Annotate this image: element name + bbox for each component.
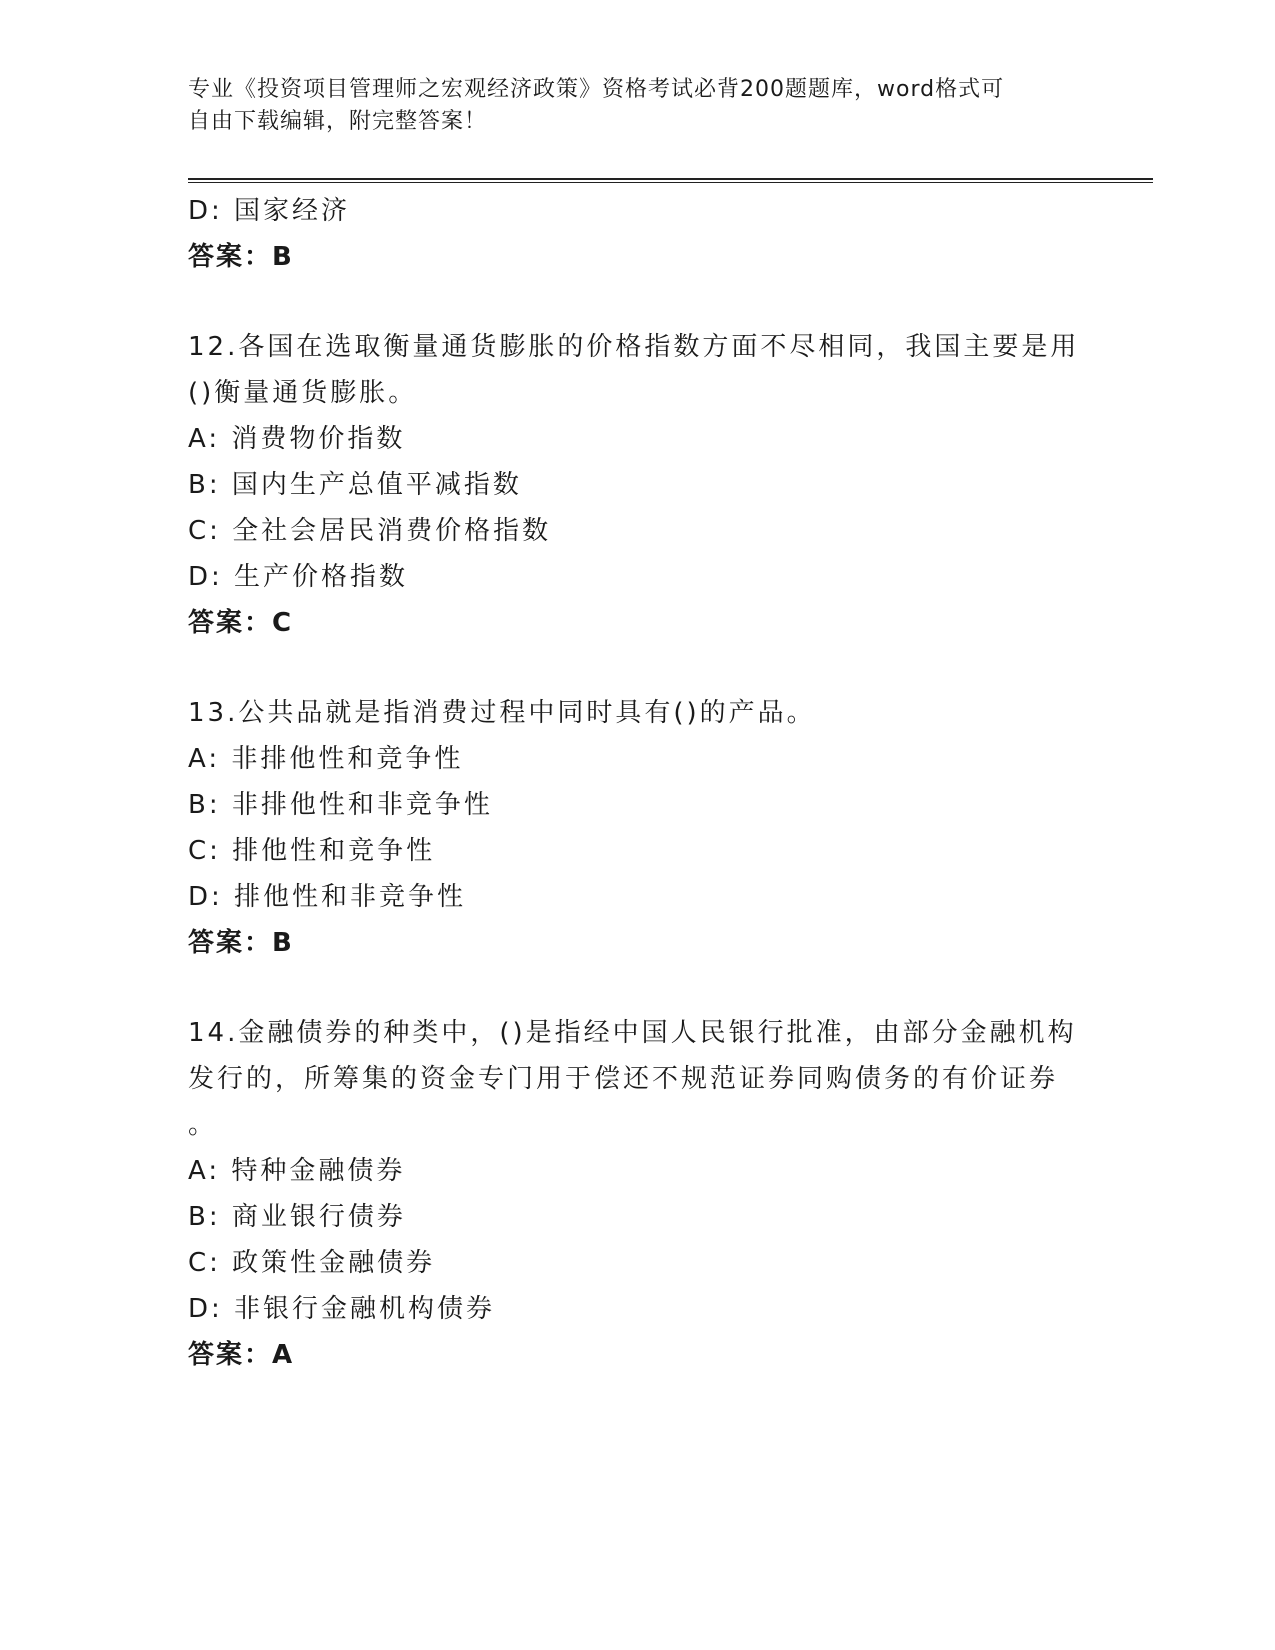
question-stem-line: 12.各国在选取衡量通货膨胀的价格指数方面不尽相同，我国主要是用 bbox=[188, 332, 1080, 362]
question-stem-line: ()衡量通货膨胀。 bbox=[188, 378, 418, 408]
option-d: D: 非银行金融机构债券 bbox=[188, 1294, 496, 1324]
option-c: C: 排他性和竞争性 bbox=[188, 836, 436, 866]
question-13 bbox=[188, 690, 1068, 966]
question-14 bbox=[188, 1010, 1077, 1378]
question-stem-line: 13.公共品就是指消费过程中同时具有()的产品。 bbox=[188, 698, 816, 728]
previous-question-tail bbox=[188, 188, 1068, 280]
header-title-line-1: 专业《投资项目管理师之宏观经济政策》资格考试必背200题题库，word格式可 bbox=[188, 77, 1005, 102]
question-stem-line: 14.金融债券的种类中，()是指经中国人民银行批准，由部分金融机构 bbox=[188, 1018, 1077, 1048]
question-content bbox=[188, 188, 1080, 1378]
answer-line: 答案：C bbox=[188, 608, 294, 638]
question-12 bbox=[188, 324, 1080, 646]
answer-line: 答案：B bbox=[188, 928, 294, 958]
spacer bbox=[188, 966, 1068, 1010]
option-c: C: 政策性金融债券 bbox=[188, 1248, 436, 1278]
option-b: B: 非排他性和非竞争性 bbox=[188, 790, 493, 820]
option-d: D: 排他性和非竞争性 bbox=[188, 882, 467, 912]
header-title-line-2: 自由下载编辑，附完整答案！ bbox=[188, 109, 488, 134]
option-b: B: 商业银行债券 bbox=[188, 1202, 406, 1232]
answer-line: 答案：A bbox=[188, 1340, 295, 1370]
header-divider-thick bbox=[188, 178, 1153, 180]
option-a: A: 消费物价指数 bbox=[188, 424, 406, 454]
option-b: B: 国内生产总值平减指数 bbox=[188, 470, 522, 500]
option-d: D: 国家经济 bbox=[188, 196, 351, 226]
answer-line: 答案：B bbox=[188, 242, 294, 272]
option-a: A: 非排他性和竞争性 bbox=[188, 744, 464, 774]
spacer bbox=[188, 646, 1068, 690]
header-divider-thin bbox=[188, 182, 1153, 183]
option-d: D: 生产价格指数 bbox=[188, 562, 409, 592]
option-c: C: 全社会居民消费价格指数 bbox=[188, 516, 552, 546]
option-a: A: 特种金融债券 bbox=[188, 1156, 406, 1186]
spacer bbox=[188, 280, 1068, 324]
question-stem-line: 发行的，所筹集的资金专门用于偿还不规范证券同购债务的有价证券 bbox=[188, 1064, 1059, 1094]
question-stem-line: 。 bbox=[188, 1110, 218, 1140]
document-header bbox=[188, 74, 1088, 138]
